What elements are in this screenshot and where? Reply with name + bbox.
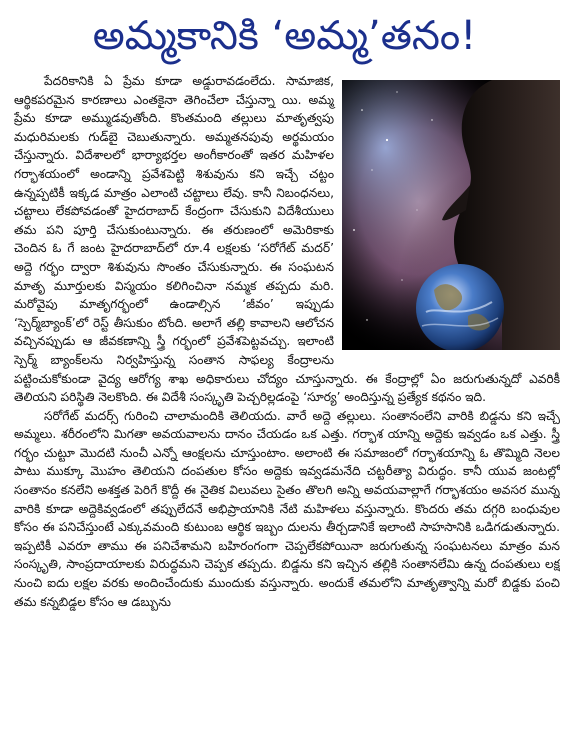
headline: అమ్మకానికి ‘అమ్మ’తనం! xyxy=(92,13,477,59)
article-paragraph-2: సరోగేట్ మదర్స్ గురించి చాలామందికి తెలియదు. వారే అద్దె తల్లులు. సంతానంలేని వారికి బిడ్డను కని ఇచ్చే అమ్మలు. శరీరంలోని మిగతా అవయవాలను దానం చేయడం ఒక ఎత్తు. గర్భాశ యాన్ని అద్దెకు ఇవ్వడం ఒక ఎత్తు. స్త్రీ గర్భం చుట్టూ మొదటి నుంచీ ఎన్నో ఆంక్షలను చూస్తుంటాం. అలాంటి ఈ సమాజంలో గర్భాశయాన్ని ఓ తొమ్మిది నెలల పాటు ముక్కూ మొహం తెలియని దంపతుల కోసం అద్దెకు ఇవ్వడమనేది చట్టరీత్యా విరుద్ధం. కానీ యువ జంటల్లో సంతానం కనలేని అశక్తత పెరిగే కొద్దీ ఈ నైతిక విలువలు సైతం తొలగి అన్ని అవయవాల్లాగే గర్భాశయం అవసర మున్న వారికి కూడా అద్దెకివ్వడంలో తప్పులేదనే అభిప్రాయానికి నేటి మహిళలు వస్తున్నారు. కొందరు తమ దగ్గరి బంధువుల కోసం ఈ పనిచేస్తుంటే ఎక్కువమంది కుటుంబ ఆర్థిక ఇబ్బం దులను తీర్చడానికే ఇలాంటి సాహసానికి ఒడిగడుతున్నారు. ఇప్పటికీ ఎవరూ తాము ఈ పనిచేశామని బహిరంగంగా చెప్పలేకపోయినా జరుగుతున్న సంఘటనలు మాత్రం మన సంస్కృతి, సాంప్రదాయాలకు విరుద్ధమని చెప్పక తప్పదు. బిడ్డను కని ఇచ్చిన తల్లికి సంతానలేమి ఉన్న దంపతులు లక్ష నుంచి ఐదు లక్షల వరకు అందించేందుకు ముందుకు వస్తున్నారు. అందుకే తమలోని మాతృత్వాన్ని మరో బిడ్డకు పంచి తమ కన్నబిడ్డల కోసం ఆ డబ్బును xyxy=(14,408,560,609)
pregnant-earth-galaxy-image xyxy=(342,80,560,350)
article-paragraph-1: పేదరికానికి ఏ ప్రేమ కూడా అడ్డురావడంలేదు. సామాజిక, ఆర్థికపరమైన కారణాలు ఎంతకైనా తెగించేలా చేస్తున్నా యి. అమ్మ ప్రేమ కూడా అమ్ముడవుతోంది. కొంతమంది తల్లులు మాతృత్వపు మధురిమలకు గుడ్‌బై చెబుతున్నారు. అమ్మతనపువు అర్థమయం చేస్తున్నారు. విదేశాలలో భార్యాభర్తల అంగీకారంతో ఇతర మహిళల గర్భాశయంలో అండాన్ని ప్రవేశపెట్టి శిశువును కని ఇచ్చే చట్టం ఉన్నప్పటికీ ఇక్కడ మాత్రం ఎలాంటి చట్టాలు లేవు. కానీ నిబంధనలు, చట్టాలు లేకపోవడంతో హైదరాబాద్ కేంద్రంగా చేసుకుని విదేశీయులు తమ పని పూర్తి చేసుకుంటున్నారు. ఈ తరుణంలో అమెరికాకు చెందిన ఓ గే జంట హైదరాబాద్‌లో రూ.4 లక్షలకు ‘సరోగేట్ మదర్’ అద్దె గర్భం ద్వారా శిశువును సొంతం చేసుకున్నారు. ఈ సంఘటన మాతృ మూర్తులకు విస్మయం కలిగించినా నమ్మక తప్పదు మరి. మరోవైపు మాతృగర్భంలో ఉండాల్సిన ‘జీవం’ ఇప్పుడు ‘స్పెర్మ్‌బ్యాంక్’లో రెస్ట్ తీసుకుం టోంది. అలాగే తల్లి కావాలని ఆలోచన వచ్చినప్పుడు ఆ జీవకణాన్ని స్త్రీ గర్భంలో ప్రవేశపెట్టవచ్చు. ఇలాంటి స్పెర్మ్ బ్యాంక్‌లను నిర్వహిస్తున్న సంతాన సాఫల్య కేంద్రాలను పట్టించుకోకుండా వైద్య ఆరోగ్య శాఖ అధికారులు చోద్యం చూస్తున్నారు. ఈ కేంద్రాల్లో ఏం జరుగుతున్నదో ఎవరికీ తెలియని పరిస్థితి నెలకొంది. ఈ విదేశీ సంస్కృతి పెచ్చరిల్లడంపై ‘సూర్య’ అందిస్తున్న ప్రత్యేక కథనం ఇది. xyxy=(14,74,560,405)
article-photo xyxy=(342,80,560,350)
article-body xyxy=(14,72,560,742)
